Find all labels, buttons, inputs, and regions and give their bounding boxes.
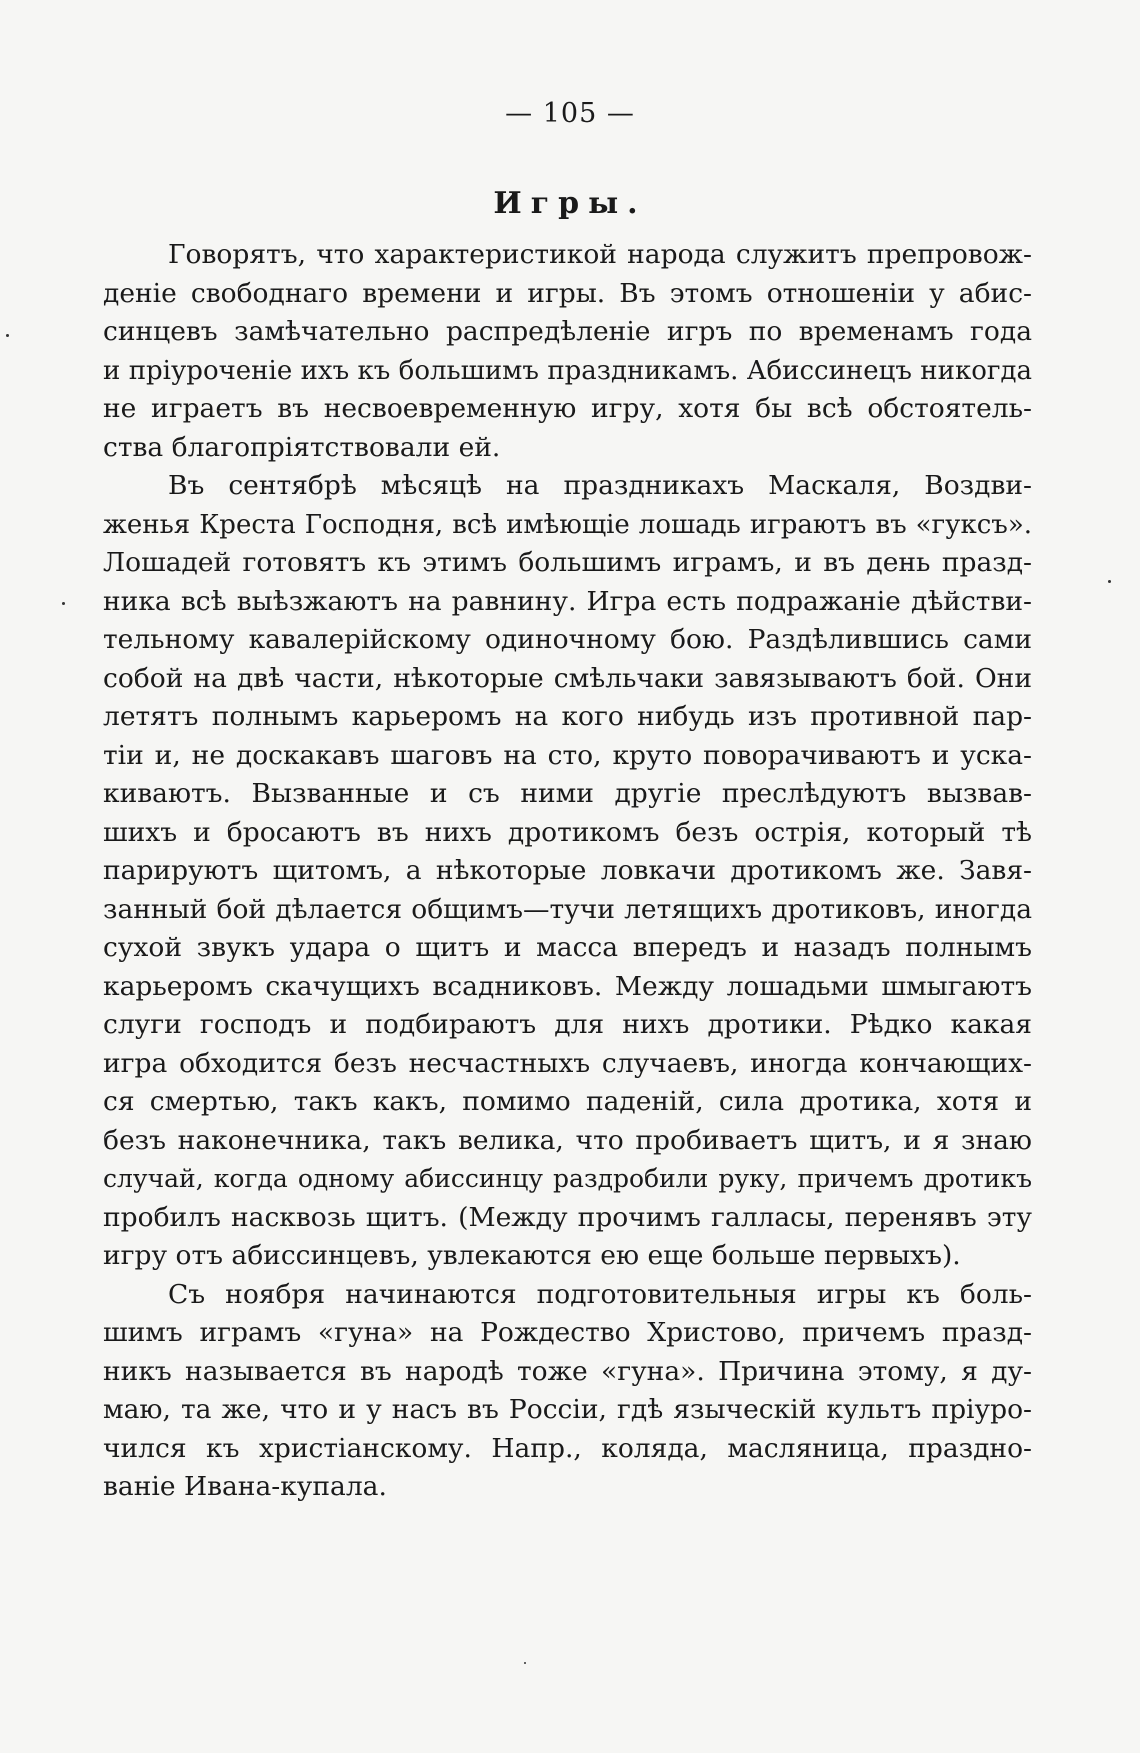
text-line: синцевъ замѣчательно распредѣленіе игръ по временамъ года [103,316,1032,347]
text-line: тіи и, не доскакавъ шаговъ на сто, круто поворачиваютъ и уска- [103,739,1032,771]
text-line: занный бой дѣлается общимъ—тучи летящихъ дротиковъ, иногда [103,893,1032,925]
text-line: женья Креста Господня, всѣ имѣющіе лошадь играютъ въ «гуксъ». [103,509,1032,540]
scan-speck [6,334,9,337]
text-line: чился къ христіанскому. Напр., коляда, масляница, праздно- [103,1432,1032,1464]
text-line: ваніе Ивана-купала. [103,1471,387,1502]
text-line: ника всѣ выѣзжаютъ на равнину. Игра есть подражаніе дѣйстви- [103,585,1032,617]
text-line: ства благопріятствовали ей. [103,431,501,463]
scan-speck [524,1662,526,1664]
text-line: игру отъ абиссинцевъ, увлекаются ею еще больше первыхъ). [103,1240,961,1271]
text-line: игра обходится безъ несчастныхъ случаевъ, иногда кончающих- [103,1047,1032,1079]
text-line: Лошадей готовятъ къ этимъ большимъ играмъ, и въ день празд- [103,547,1032,578]
scan-speck [1108,580,1111,583]
text-line: киваютъ. Вызванные и съ ними другіе преслѣдуютъ вызвав- [103,778,1032,809]
text-line: шихъ и бросаютъ въ нихъ дротикомъ безъ острія, который тѣ [103,816,1032,848]
text-line: собой на двѣ части, нѣкоторые смѣльчаки завязываютъ бой. Они [103,662,1032,694]
paragraph [103,1276,1032,1507]
text-line: слуги господъ и подбираютъ для нихъ дротики. Рѣдко какая [103,1009,1032,1040]
text-line: не играетъ въ несвоевременную игру, хотя бы всѣ обстоятель- [103,393,1032,424]
text-line: тельному кавалерійскому одиночному бою. Раздѣлившись сами [103,624,1032,655]
text-line: пробилъ насквозь щитъ. (Между прочимъ галласы, перенявъ эту [103,1201,1032,1233]
text-line: шимъ играмъ «гуна» на Рождество Христово, причемъ празд- [103,1317,1032,1348]
text-line: сухой звукъ удара о щитъ и масса впередъ и назадъ полнымъ [103,932,1032,963]
text-line: маю, та же, что и у насъ въ Россіи, гдѣ языческій культъ пріуро- [103,1394,1032,1425]
text-line: и пріуроченіе ихъ къ большимъ праздникамъ. Абиссинецъ никогда [103,355,1032,386]
page-number: — 105 — [505,98,635,129]
text-line: парируютъ щитомъ, а нѣкоторые ловкачи дротикомъ же. Завя- [103,855,1032,886]
body-text [103,236,1032,1507]
paragraph [103,467,1032,1276]
text-line: случай, когда одному абиссинцу раздробили руку, причемъ дротикъ [103,1164,1032,1193]
text-line: Говорятъ, что характеристикой народа служитъ препровож- [168,239,1032,270]
paragraph [103,236,1032,467]
text-line: безъ наконечника, такъ велика, что пробиваетъ щитъ, и я знаю [103,1124,1032,1156]
text-line: никъ называется въ народѣ тоже «гуна». Причина этому, я ду- [103,1355,1032,1387]
section-heading: Игры. [493,186,647,221]
text-line: Въ сентябрѣ мѣсяцѣ на праздникахъ Маскаля, Воздви- [168,470,1032,501]
text-line: летятъ полнымъ карьеромъ на кого нибудь изъ противной пар- [103,701,1032,732]
text-line: деніе свободнаго времени и игры. Въ этомъ отношеніи у абис- [103,277,1032,309]
text-line: ся смертью, такъ какъ, помимо паденій, сила дротика, хотя и [103,1086,1032,1117]
text-line: Съ ноября начинаются подготовительныя игры къ боль- [168,1278,1032,1310]
text-line: карьеромъ скачущихъ всадниковъ. Между лошадьми шмыгаютъ [103,970,1032,1002]
scan-speck [62,602,65,605]
